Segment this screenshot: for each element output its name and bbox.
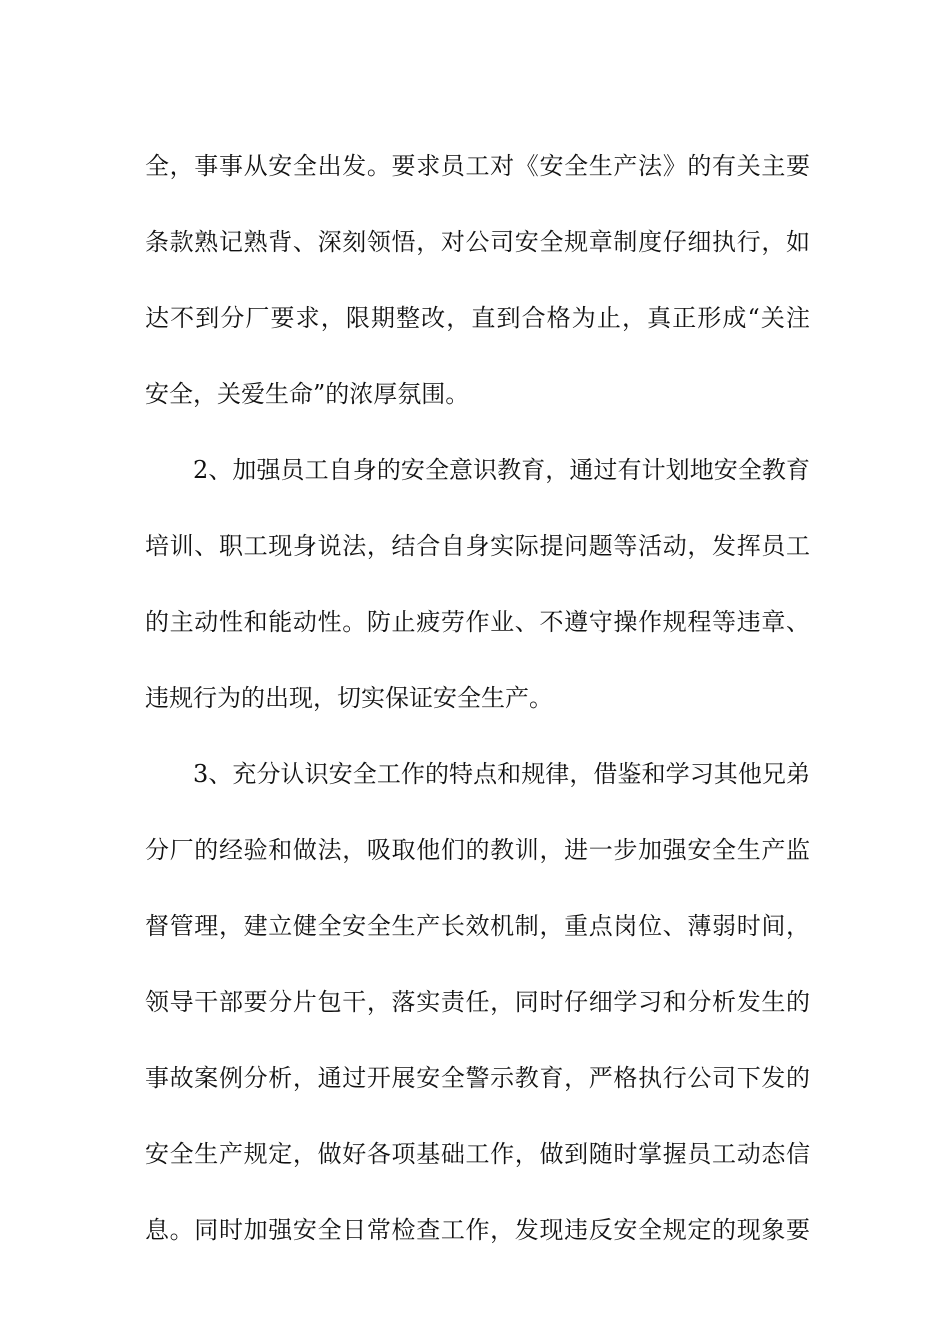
text-line: 3、充分认识安全工作的特点和规律，借鉴和学习其他兄弟	[193, 760, 810, 788]
document-body	[145, 128, 810, 1268]
paragraph-1	[145, 128, 810, 432]
text-line: 2、加强员工自身的安全意识教育，通过有计划地安全教育	[193, 456, 810, 484]
text-line: 培训、职工现身说法，结合自身实际提问题等活动，发挥员工	[145, 532, 810, 560]
text-line: 全，事事从安全出发。要求员工对《安全生产法》的有关主要	[145, 152, 810, 180]
paragraph-2	[145, 432, 810, 736]
text-line: 督管理，建立健全安全生产长效机制，重点岗位、薄弱时间，	[145, 912, 810, 940]
text-line: 达不到分厂要求，限期整改，直到合格为止，真正形成“关注	[145, 304, 810, 332]
text-line: 事故案例分析，通过开展安全警示教育，严格执行公司下发的	[145, 1064, 810, 1092]
text-line: 的主动性和能动性。防止疲劳作业、不遵守操作规程等违章、	[145, 608, 810, 636]
text-line: 违规行为的出现，切实保证安全生产。	[145, 684, 553, 712]
text-line: 息。同时加强安全日常检查工作，发现违反安全规定的现象要	[145, 1216, 810, 1244]
text-line: 安全，关爱生命”的浓厚氛围。	[145, 380, 470, 408]
text-line: 条款熟记熟背、深刻领悟，对公司安全规章制度仔细执行，如	[145, 228, 810, 256]
paragraph-3	[145, 736, 810, 1268]
text-line: 领导干部要分片包干，落实责任，同时仔细学习和分析发生的	[145, 988, 810, 1016]
text-line: 分厂的经验和做法，吸取他们的教训，进一步加强安全生产监	[145, 836, 810, 864]
text-line: 安全生产规定，做好各项基础工作，做到随时掌握员工动态信	[145, 1140, 810, 1168]
